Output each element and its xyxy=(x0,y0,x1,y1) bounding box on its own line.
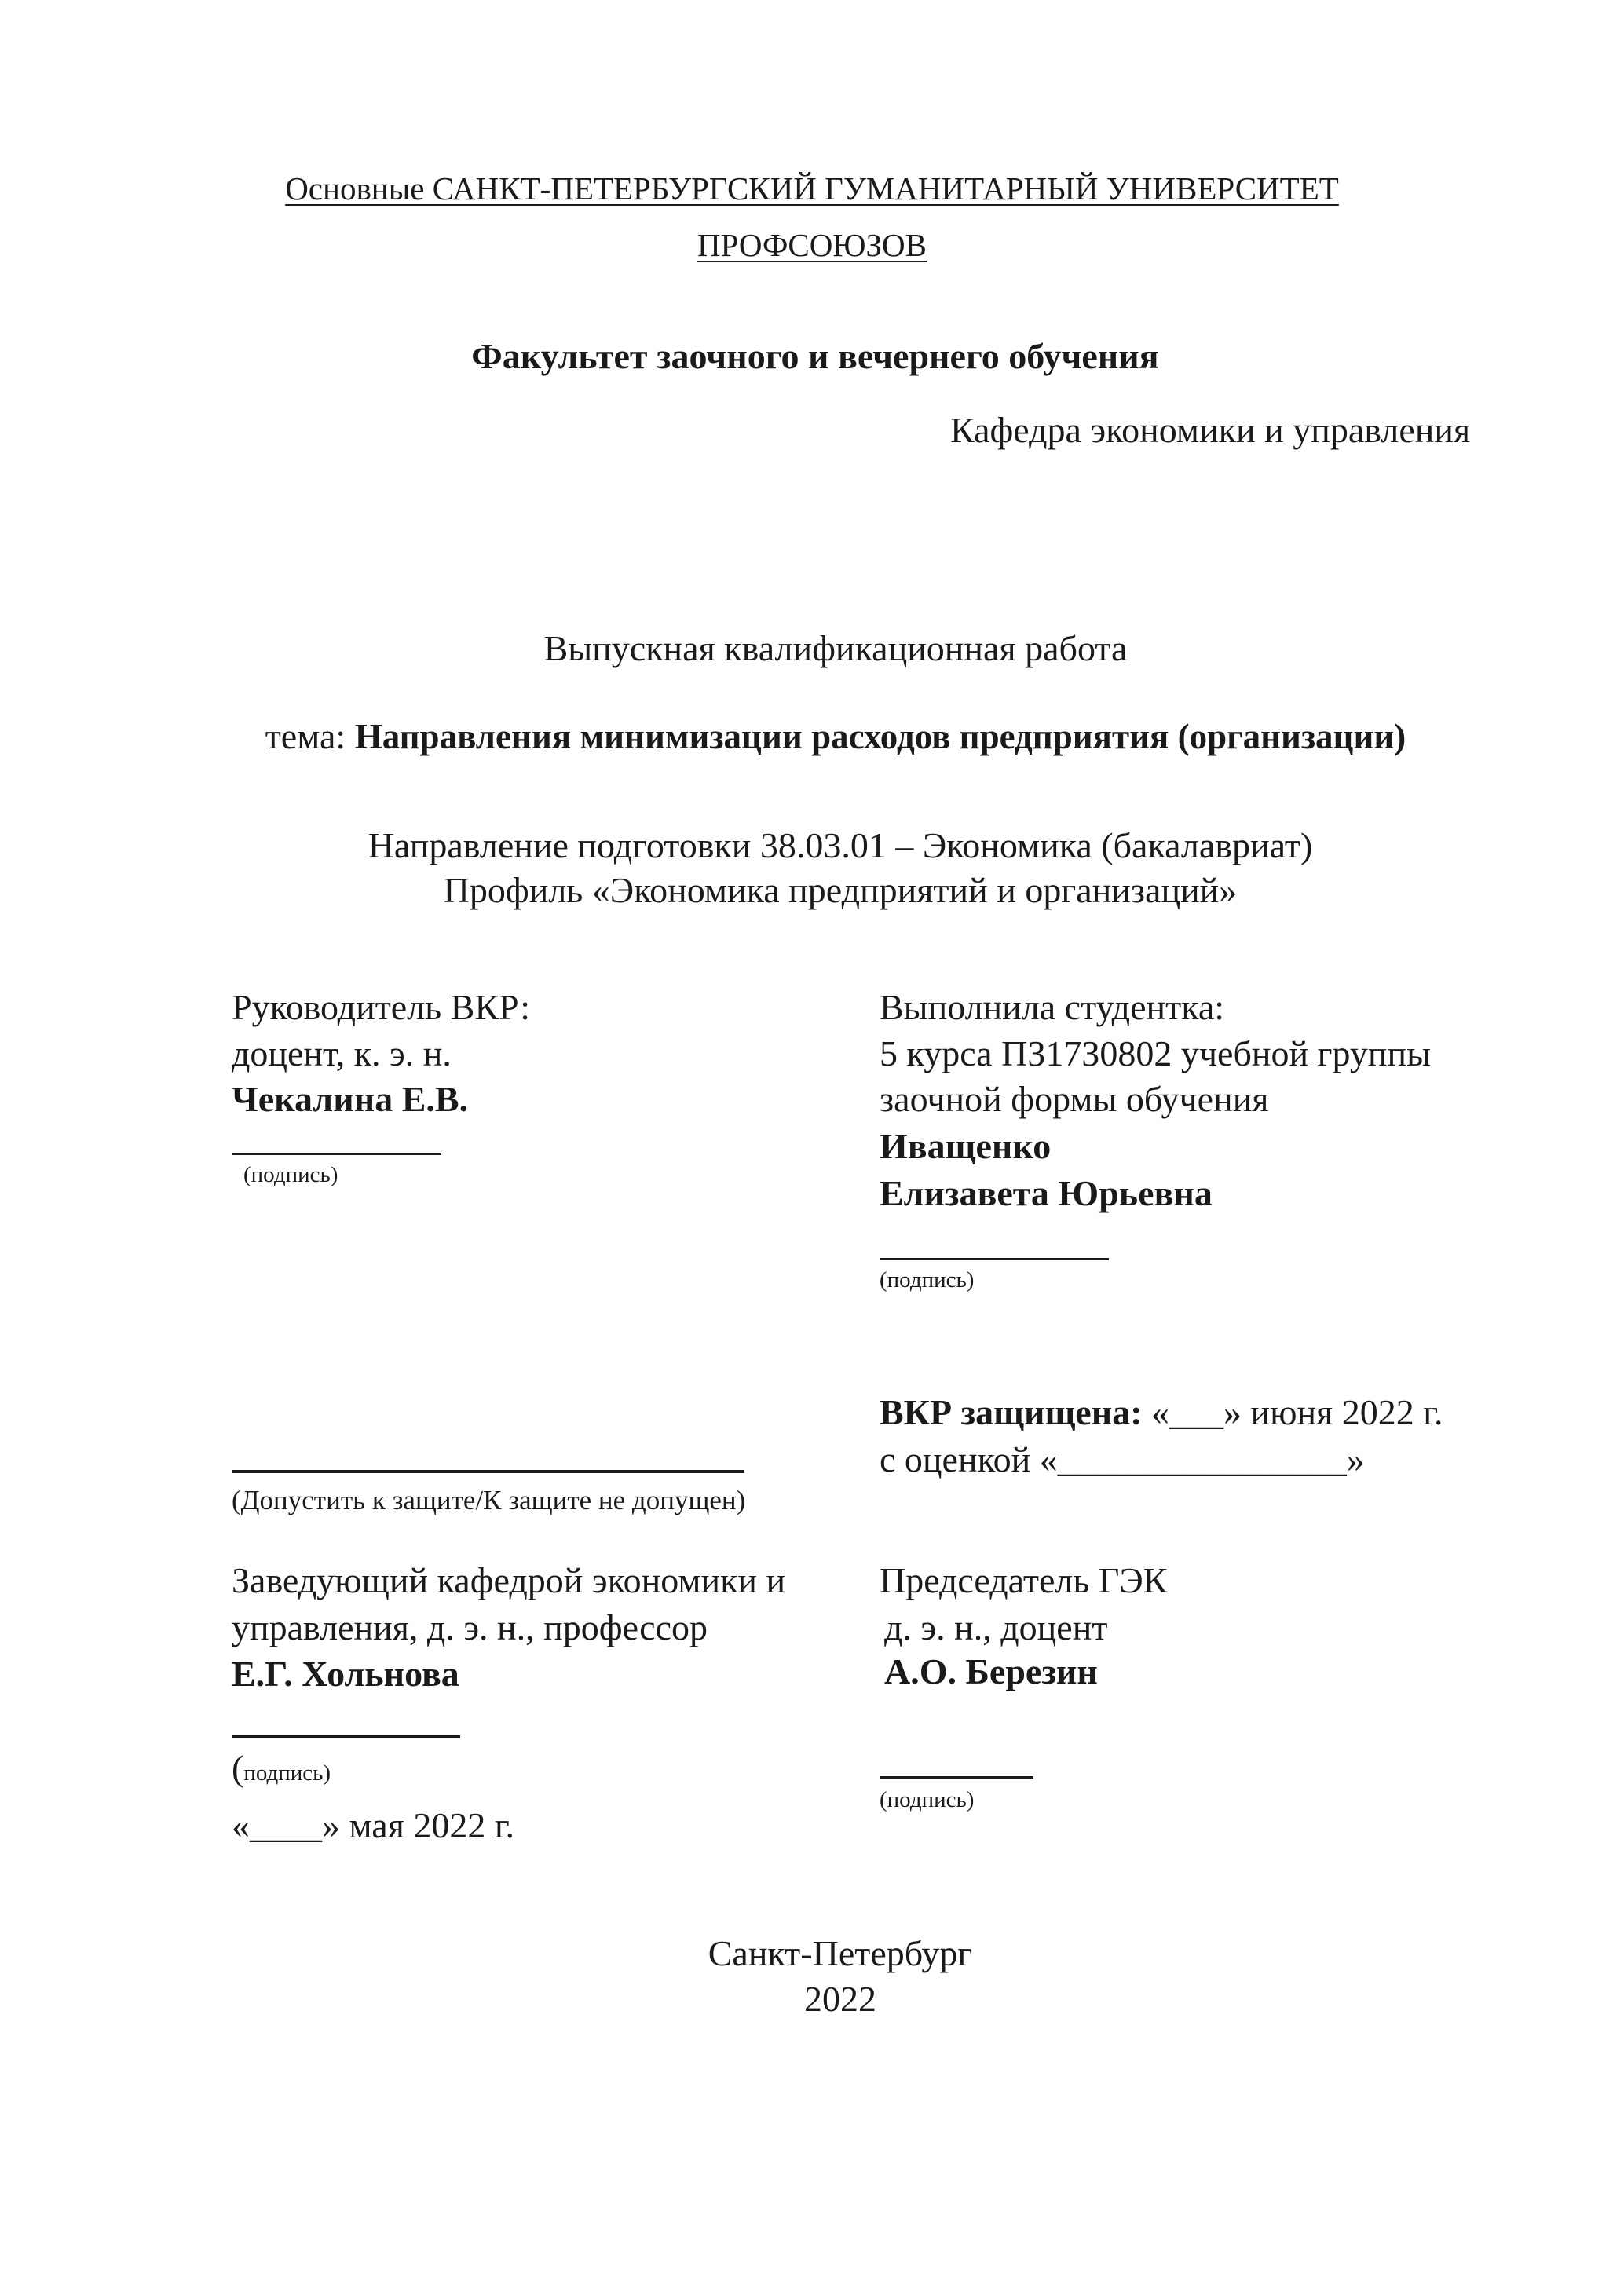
student-given-names: Елизавета Юрьевна xyxy=(880,1173,1213,1213)
chairman-signature-caption: (подпись) xyxy=(880,1787,975,1812)
university-name-line2: ПРОФСОЮЗОВ xyxy=(697,227,927,263)
supervisor-label: Руководитель ВКР: xyxy=(232,987,531,1027)
work-topic xyxy=(24,713,1624,760)
university-name-line1: Основные САНКТ-ПЕТЕРБУРГСКИЙ ГУМАНИТАРНЫЙ УНИВЕРСИТЕТ xyxy=(285,170,1339,207)
student-label: Выполнила студентка: xyxy=(880,987,1225,1027)
student-group: 5 курса ПЗ17З0802 учебной группы xyxy=(880,1033,1431,1073)
city: Санкт-Петербург xyxy=(708,1933,973,1973)
chairman-title: д. э. н., доцент xyxy=(884,1607,1108,1647)
topic-prefix: тема: xyxy=(265,716,346,756)
faculty-name: Факультет заочного и вечернего обучения xyxy=(471,336,1159,376)
head-signature-caption: (подпись) xyxy=(232,1748,331,1788)
student-study-form: заочной формы обучения xyxy=(880,1079,1269,1119)
defense-grade: с оценкой «________________» xyxy=(880,1439,1365,1479)
student-signature-caption: (подпись) xyxy=(880,1267,975,1292)
student-surname: Иващенко xyxy=(880,1126,1052,1166)
admission-decision-line xyxy=(232,1470,744,1473)
defense-date xyxy=(880,1389,1443,1436)
head-signature-date: «____» мая 2022 г. xyxy=(232,1805,515,1845)
head-signature-line xyxy=(232,1735,460,1738)
topic-title: Направления минимизации расходов предприятия (организации) xyxy=(354,717,1406,756)
year: 2022 xyxy=(804,1979,876,2019)
admission-caption: (Допустить к защите/К защите не допущен) xyxy=(232,1485,746,1515)
chairman-name: А.О. Березин xyxy=(884,1651,1098,1691)
chairman-label: Председатель ГЭК xyxy=(880,1560,1168,1600)
student-signature-line xyxy=(880,1258,1109,1260)
study-profile: Профиль «Экономика предприятий и организаций» xyxy=(443,870,1238,910)
chairman-signature-line xyxy=(880,1776,1033,1779)
head-of-department-line1: Заведующий кафедрой экономики и xyxy=(232,1560,786,1600)
department-name: Кафедра экономики и управления xyxy=(950,410,1471,450)
supervisor-title: доцент, к. э. н. xyxy=(232,1033,452,1073)
defense-label: ВКР защищена: xyxy=(880,1392,1143,1432)
supervisor-name: Чекалина Е.В. xyxy=(232,1079,469,1119)
defense-date-text: «___» июня 2022 г. xyxy=(1151,1392,1443,1432)
supervisor-signature-caption: (подпись) xyxy=(243,1162,338,1187)
head-of-department-name: Е.Г. Хольнова xyxy=(232,1654,459,1694)
work-type: Выпускная квалификационная работа xyxy=(543,628,1128,668)
head-of-department-line2: управления, д. э. н., профессор xyxy=(232,1607,708,1647)
study-direction: Направление подготовки 38.03.01 – Экономика (бакалавриат) xyxy=(368,825,1313,865)
supervisor-signature-line xyxy=(232,1153,441,1155)
